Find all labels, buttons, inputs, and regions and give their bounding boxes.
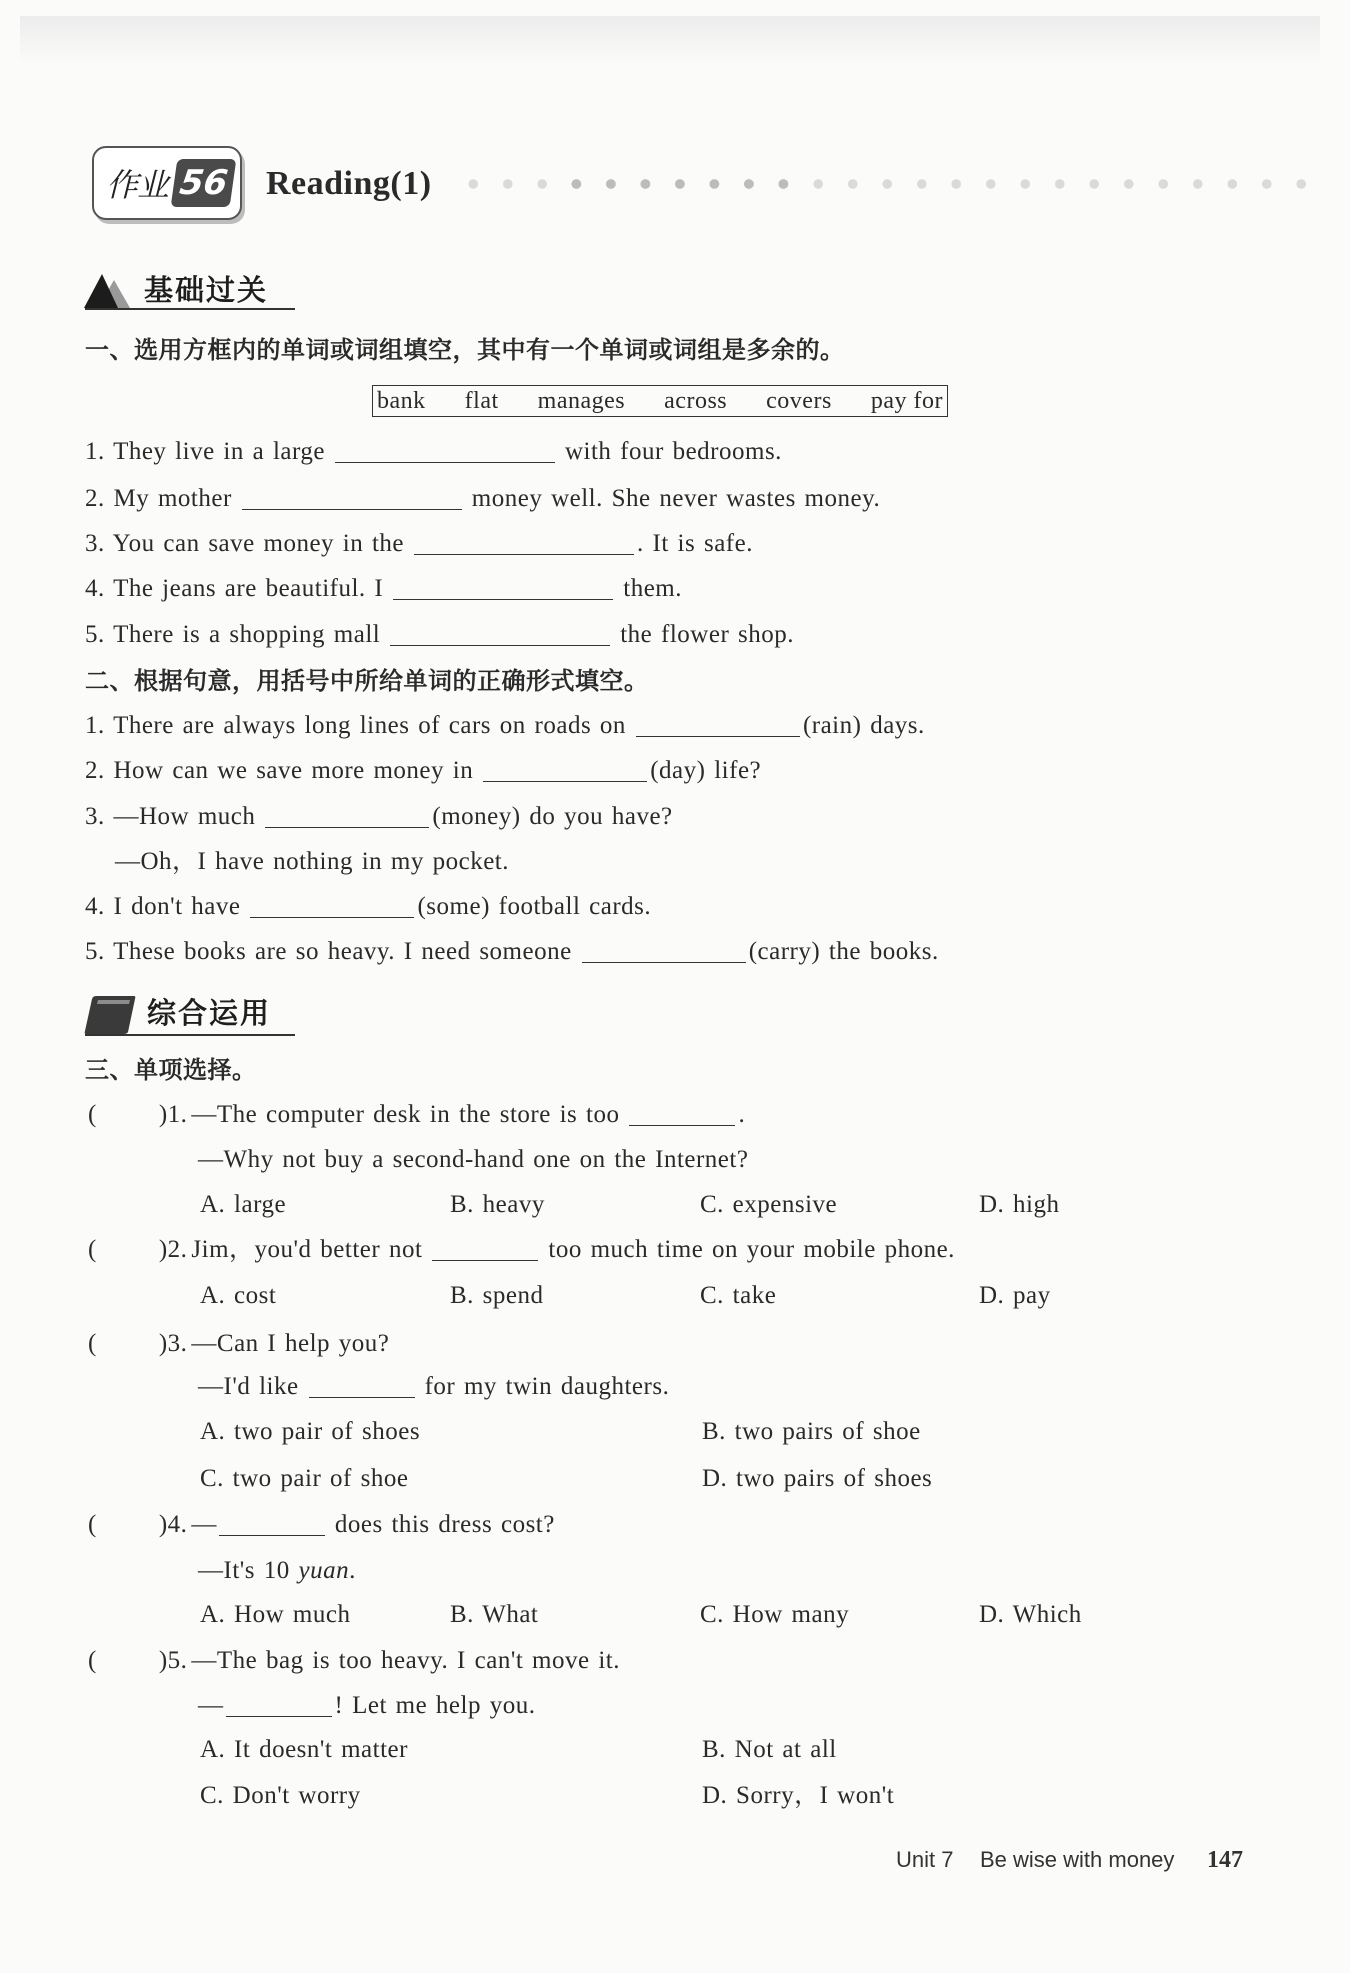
question-1 [88,1099,745,1131]
word-option: pay for [870,388,943,414]
option-c: C. two pair of shoe [200,1465,409,1492]
question-text: — [198,1692,224,1719]
answer-bracket-close: ) [158,1236,168,1263]
answer-blank [219,1511,325,1536]
item-text: them. [623,575,682,602]
mountain-icon [84,270,130,310]
word-option: bank [377,388,426,414]
answer-blank [335,438,555,463]
option-a: A. cost [200,1282,277,1309]
part2-item [85,936,939,968]
answer-bracket-open: ( [88,1511,97,1538]
question-text: —Can I help you? [191,1330,390,1357]
question-text: —I'd like [198,1373,299,1400]
question-number: 5. [167,1647,188,1674]
footer-unit: Unit 7 [896,1847,954,1872]
question-number: 3. [167,1330,188,1357]
item-text: The jeans are beautiful. I [113,575,384,602]
reply-italic-word: yuan [298,1557,350,1584]
part1-item [85,619,794,651]
answer-blank [309,1373,415,1398]
answer-blank [432,1236,538,1261]
section-title-basic: 基础过关 [144,273,269,307]
option-b: B. two pairs of shoe [702,1418,921,1445]
part1-instruction: 一、选用方框内的单词或词组填空，其中有一个单词或词组是多余的。 [85,336,845,364]
option-a: A. It doesn't matter [200,1736,408,1763]
item-number: 2. [85,485,105,512]
part1-item [85,528,753,560]
part2-item [85,801,673,833]
part2-item [85,755,761,787]
question-2 [88,1234,955,1266]
answer-blank [393,575,613,600]
question-text: . [738,1101,746,1128]
question-line [198,1371,669,1403]
item-text: . It is safe. [637,530,753,557]
badge-label: 作业 [106,166,169,204]
question-reply [198,1555,356,1587]
word-option: flat [464,388,499,414]
question-number: 1. [167,1101,188,1128]
item-number: 5. [85,938,105,965]
part2-item [85,710,925,742]
option-a: A. large [200,1191,287,1218]
part1-item [85,483,880,515]
answer-blank [582,938,746,963]
answer-blank [414,530,634,555]
item-text: —How much [113,803,256,830]
book-icon [84,992,136,1036]
question-4 [88,1509,555,1541]
answer-blank [390,621,610,646]
item-text: (carry) the books. [748,938,939,965]
part2-item [85,891,651,923]
part3-instruction: 三、单项选择。 [85,1056,257,1084]
question-number: 4. [167,1511,188,1538]
question-reply: —Why not buy a second-hand one on the Internet? [198,1146,749,1173]
section-title-practice: 综合运用 [147,996,272,1030]
page-number: 147 [1207,1847,1243,1873]
reply-text: . [349,1557,356,1584]
answer-bracket-open: ( [88,1101,97,1128]
question-text: —The computer desk in the store is too [191,1101,620,1128]
scan-edge-shadow [20,16,1320,64]
option-d: D. pay [979,1282,1051,1309]
footer-unit-title: Be wise with money [980,1847,1175,1872]
item-text: There are always long lines of cars on roads on [113,712,626,739]
question-text: for my twin daughters. [424,1373,670,1400]
question-text: Jim，you'd better not [191,1236,423,1263]
option-b: B. heavy [450,1191,545,1218]
item-text: (day) life? [650,757,762,784]
item-text: There is a shopping mall [113,621,381,648]
answer-bracket-close: ) [158,1647,168,1674]
item-text: with four bedrooms. [564,438,782,465]
option-d: D. high [979,1191,1060,1218]
answer-blank [483,757,647,782]
option-c: C. Don't worry [200,1782,361,1809]
word-option: across [664,388,728,414]
option-c: C. expensive [700,1191,838,1218]
question-text: ! Let me help you. [334,1692,536,1719]
part2-item-reply: —Oh，I have nothing in my pocket. [115,848,509,875]
item-number: 5. [85,621,105,648]
answer-blank [250,893,414,918]
option-b: B. What [450,1601,539,1628]
option-c: C. take [700,1282,777,1309]
item-text: You can save money in the [112,530,405,557]
item-text: My mother [113,485,232,512]
item-number: 3. [85,803,105,830]
answer-blank [226,1692,332,1717]
badge-number: 56 [171,159,237,207]
question-number: 2. [167,1236,188,1263]
part1-item [85,436,782,468]
item-text: They live in a large [113,438,325,465]
answer-bracket-open: ( [88,1647,97,1674]
question-5 [88,1645,620,1677]
question-text: does this dress cost? [334,1511,555,1538]
option-c: C. How many [700,1601,850,1628]
answer-blank [636,712,800,737]
answer-blank [629,1101,735,1126]
answer-blank [242,485,462,510]
part2-instruction: 二、根据句意，用括号中所给单词的正确形式填空。 [85,667,649,695]
word-option: covers [766,388,832,414]
question-3 [88,1328,389,1360]
item-number: 4. [85,575,105,602]
option-b: B. spend [450,1282,544,1309]
answer-bracket-open: ( [88,1330,97,1357]
question-text: too much time on your mobile phone. [548,1236,955,1263]
item-text: (money) do you have? [432,803,673,830]
section-underline [85,1034,295,1036]
option-a: A. two pair of shoes [200,1418,421,1445]
item-text: I don't have [113,893,241,920]
item-text: (some) football cards. [417,893,652,920]
option-d: D. Which [979,1601,1082,1628]
word-option: manages [537,388,626,414]
answer-bracket-open: ( [88,1236,97,1263]
question-text: — [191,1511,217,1538]
question-line [198,1690,535,1722]
question-text: —The bag is too heavy. I can't move it. [191,1647,620,1674]
item-number: 1. [85,712,105,739]
option-d: D. Sorry，I won't [702,1782,895,1809]
item-text: the flower shop. [620,621,795,648]
reply-text: —It's 10 [198,1557,299,1584]
item-text: money well. She never wastes money. [471,485,881,512]
page-title: Reading(1) [266,165,432,202]
option-b: B. Not at all [702,1736,837,1763]
option-d: D. two pairs of shoes [702,1465,933,1492]
homework-badge [92,146,242,220]
header-dotted-rule-accent [559,178,799,190]
answer-bracket-close: ) [158,1101,168,1128]
item-number: 2. [85,757,105,784]
item-number: 1. [85,438,105,465]
option-a: A. How much [200,1601,351,1628]
part1-item [85,573,682,605]
word-box [372,385,948,417]
item-text: (rain) days. [802,712,925,739]
item-text: How can we save more money in [113,757,474,784]
answer-bracket-close: ) [158,1330,168,1357]
item-text: These books are so heavy. I need someone [113,938,572,965]
answer-blank [265,803,429,828]
item-number: 3. [85,530,105,557]
item-number: 4. [85,893,105,920]
answer-bracket-close: ) [158,1511,168,1538]
section-underline [85,308,295,310]
